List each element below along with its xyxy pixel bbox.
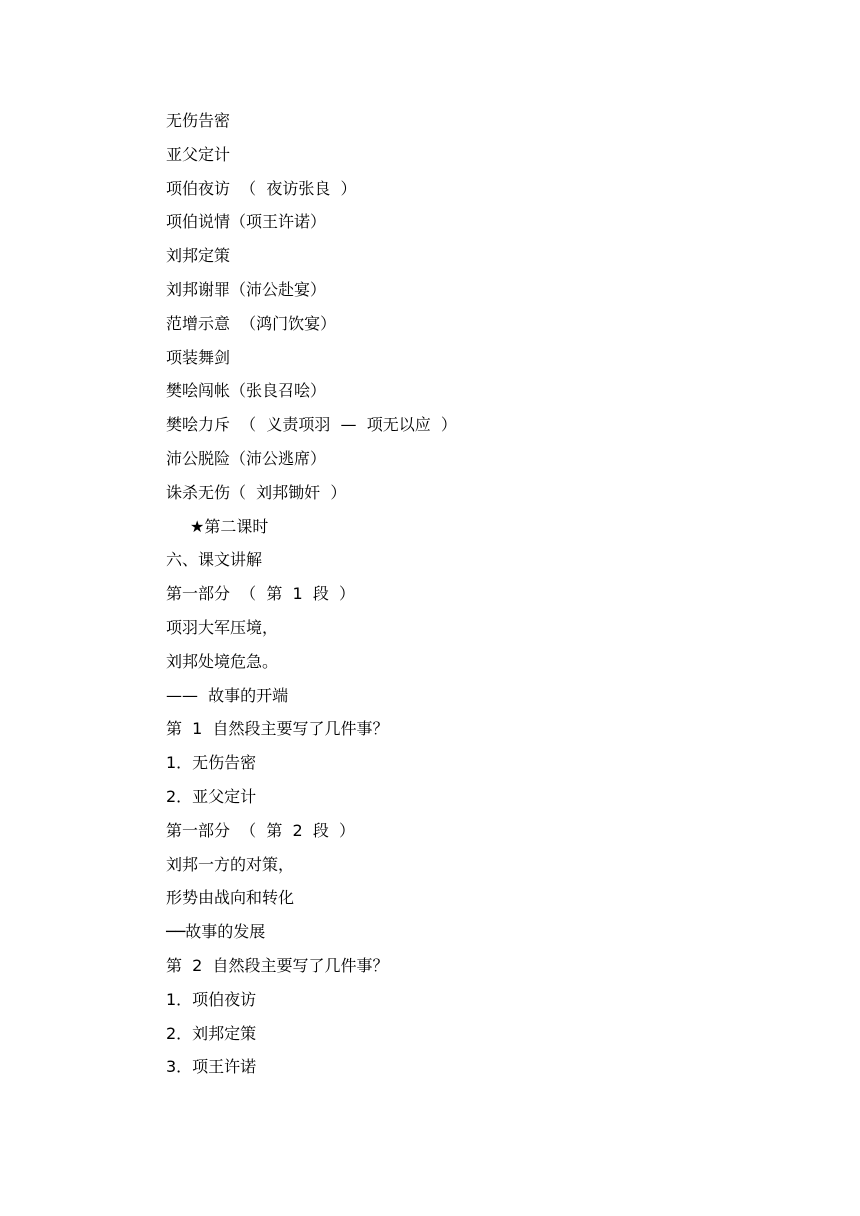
text-line: 沛公脱险（沛公逃席） <box>166 448 327 468</box>
text-line: 1．无伤告密 <box>166 753 257 773</box>
text-line: 樊哙闯帐（张良召哙） <box>166 381 327 401</box>
text-line: 刘邦定策 <box>166 246 231 266</box>
text-line: 亚父定计 <box>166 144 231 164</box>
text-line: 3．项王许诺 <box>166 1057 257 1077</box>
text-line: 六、课文讲解 <box>166 550 263 570</box>
section-heading: ★第二课时 <box>190 516 269 536</box>
text-line: 项伯说情（项王许诺） <box>166 212 327 232</box>
text-line: 项羽大军压境， <box>166 617 279 637</box>
text-line: 第一部分 （ 第 1 段 ） <box>166 584 356 604</box>
text-line: 诛杀无伤（ 刘邦锄奸 ） <box>166 482 347 502</box>
text-line: 范增示意 （鸿门饮宴） <box>166 313 337 333</box>
text-line: ──故事的发展 <box>166 922 266 942</box>
text-line: 2．亚父定计 <box>166 786 257 806</box>
text-line: 1．项伯夜访 <box>166 989 257 1009</box>
text-line: 第 1 自然段主要写了几件事？ <box>166 719 389 739</box>
text-line: 樊哙力斥 （ 义责项羽 — 项无以应 ） <box>166 415 457 435</box>
text-line: 第 2 自然段主要写了几件事？ <box>166 955 389 975</box>
text-line: 项装舞剑 <box>166 347 231 367</box>
text-line: —— 故事的开端 <box>166 685 289 705</box>
text-line: 形势由战向和转化 <box>166 888 295 908</box>
text-line: 2．刘邦定策 <box>166 1023 257 1043</box>
document-body <box>166 104 766 1084</box>
text-line: 项伯夜访 （ 夜访张良 ） <box>166 178 357 198</box>
text-line: 无伤告密 <box>166 111 231 130</box>
text-line: 第一部分 （ 第 2 段 ） <box>166 820 356 840</box>
text-line: 刘邦处境危急。 <box>166 651 279 671</box>
text-line: 刘邦谢罪（沛公赴宴） <box>166 279 327 299</box>
text-line: 刘邦一方的对策， <box>166 854 295 874</box>
